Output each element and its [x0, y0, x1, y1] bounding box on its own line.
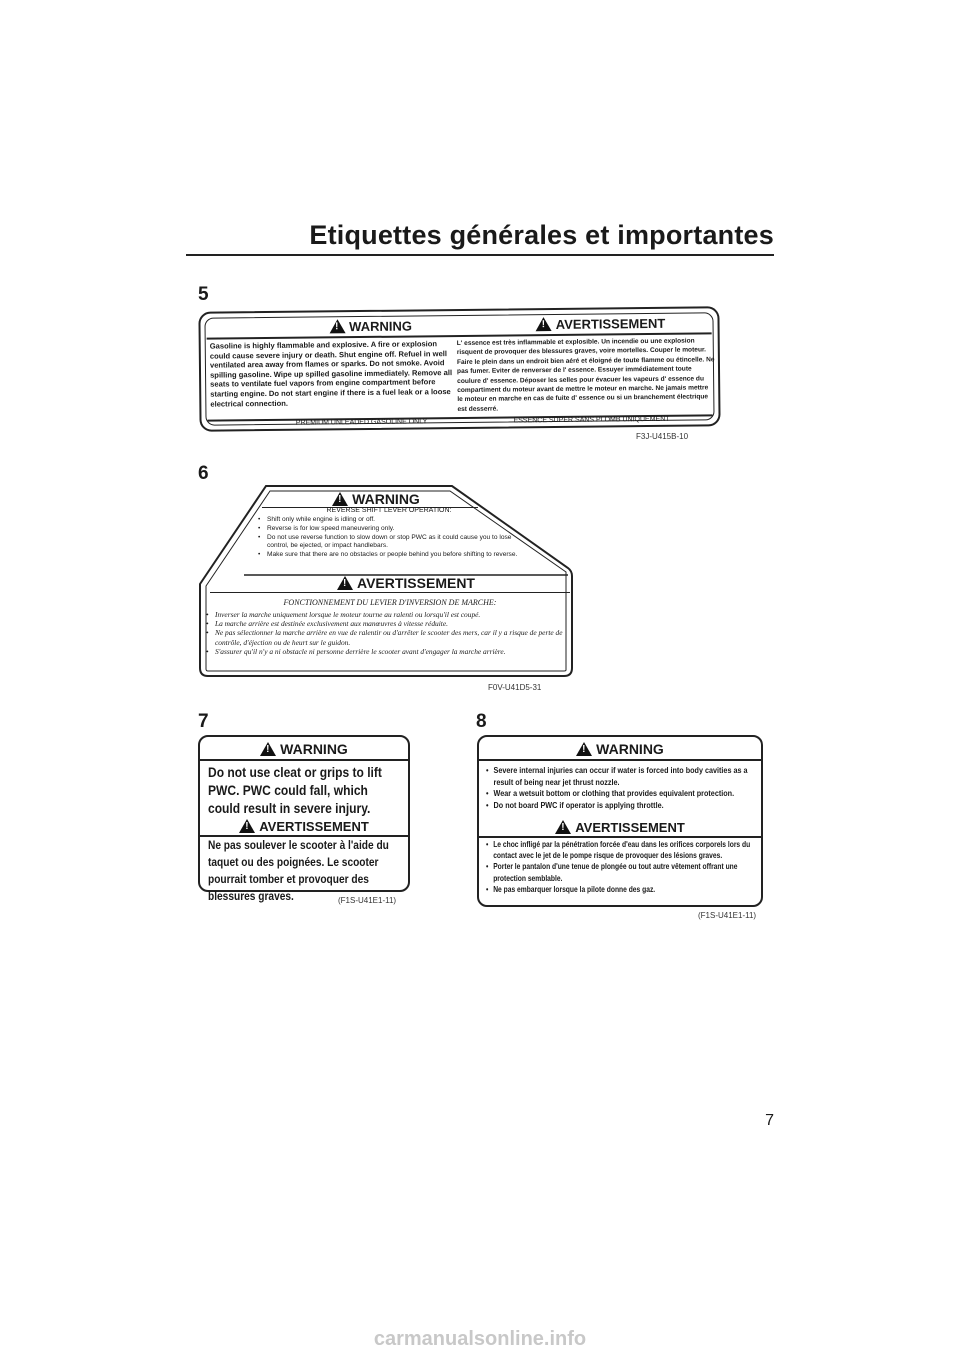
label-6-english-list	[258, 516, 524, 560]
warning-triangle-icon	[239, 819, 255, 833]
label-5-warning-title: WARNING	[349, 317, 413, 334]
list-item: • Porter le pantalon d'une tenue de plongée ou tout autre vêtement offrant une protection semblable.	[486, 861, 756, 883]
label-5-avertissement-header	[520, 315, 680, 333]
list-item: • Ne pas sélectionner la marche arrière en vue de ralentir ou d'arrêter le scooter des mers, car il y a risque de perte de contrôle, d'éjection ou de heurt sur le guidon.	[206, 628, 570, 646]
list-item: • Make sure that there are no obstacles or people behind you before shifting to reverse.	[258, 551, 524, 560]
label-8-french-list	[486, 839, 756, 895]
label-number-5: 5	[198, 284, 209, 305]
label-6-english-heading: REVERSE SHIFT LEVER OPERATION:	[326, 507, 452, 514]
label-6-avertissement-header	[316, 575, 496, 591]
list-item: • Ne pas embarquer lorsque la pilote donne des gaz.	[486, 884, 756, 895]
label-8-avertissement-header	[479, 819, 761, 835]
label-7-avertissement-header	[200, 818, 408, 834]
list-item: • Le choc infligé par la pénétration forcée d'eau dans les orifices corporels lors du contact avec le jet de le pompe risque de provoquer des lésions graves.	[486, 839, 756, 861]
label-6-avertissement-rule	[210, 592, 570, 593]
label-6-part-code: F0V-U41D5-31	[488, 683, 542, 692]
label-8-avertissement-rule	[479, 836, 761, 838]
label-6-warning-title: WARNING	[352, 491, 420, 507]
label-7-warning-header	[200, 740, 408, 758]
label-8-warning-title: WARNING	[596, 741, 664, 757]
list-item: • Shift only while engine is idling or off.	[258, 516, 524, 525]
list-item: • La marche arrière est destinée exclusivement aux manœuvres à vitesse réduite.	[206, 619, 570, 628]
label-5-english-footer: PREMIUM UNLEADED GASOLINE ONLY	[295, 418, 428, 427]
label-7-avertissement-title: AVERTISSEMENT	[259, 818, 369, 834]
title-rule	[186, 254, 774, 256]
page-title: Etiquettes générales et importantes	[309, 220, 774, 250]
label-8-warning-rule	[479, 759, 761, 761]
list-item: • Inverser la marche uniquement lorsque le moteur tourne au ralenti ou lorsqu'il est coupé.	[206, 610, 570, 619]
label-5-warning-header	[290, 317, 450, 335]
label-5-french-text: L' essence est très inflammable et explosible. Un incendie ou une explosion risquent de provoquer des blessures graves, voire mortelles. Couper le moteur. Faire le plein dans un endroit bien aéré et éloigné de toute flamme ou étincelle. Ne pas fumer. Eviter de renverser de l' essence. Essuyer immédiatement toute coulure d' essence. Déposer les selles pour évacuer les vapeurs d' essence du compartiment du moteur avant de mettre le moteur en marche. Ne jamais mettre le moteur en marche en cas de fuite d' essence ou si un branchement électrique est desserré.	[456, 337, 715, 413]
label-6-french-heading: FONCTIONNEMENT DU LEVIER D'INVERSION DE MARCHE:	[283, 598, 497, 607]
label-6-warning-header	[306, 491, 446, 507]
label-number-7: 7	[198, 711, 209, 732]
label-5-avertissement-title: AVERTISSEMENT	[555, 315, 666, 332]
label-6-avertissement-title: AVERTISSEMENT	[357, 575, 475, 591]
label-6-french-list	[206, 610, 570, 656]
label-8-avertissement-title: AVERTISSEMENT	[575, 819, 685, 835]
warning-triangle-icon	[332, 492, 348, 506]
label-5-english-text: Gasoline is highly flammable and explosive. A fire or explosion could cause severe injury or death. Shut engine off. Refuel in well ventilated area away from flames or sparks. Do not smoke. Avoid spilling gasoline. Wipe up spilled gasoline immediately. Remove all seats to ventilate fuel vapors from engine compartment before starting engine. Do not start engine if there is a fuel leak or a loose electrical connection.	[209, 339, 453, 409]
label-8-english-list	[486, 765, 756, 811]
label-5-french-footer: ESSENCE SUPER SANS PLOMB UNIQUEMENT	[513, 415, 670, 425]
label-8-card	[477, 735, 763, 907]
list-item: • Wear a wetsuit bottom or clothing that provides equivalent protection.	[486, 788, 756, 800]
list-item: • Severe internal injuries can occur if water is forced into body cavities as a result of being near jet thrust nozzle.	[486, 765, 756, 788]
list-item: • Do not use reverse function to slow down or stop PWC as it could cause you to lose control, be ejected, or impact handlebars.	[258, 534, 524, 552]
warning-triangle-icon	[329, 319, 345, 333]
label-7-warning-rule	[200, 759, 408, 761]
list-item: • Do not board PWC if operator is applying throttle.	[486, 800, 756, 812]
warning-triangle-icon	[337, 576, 353, 590]
watermark: carmanualsonline.info	[373, 1328, 587, 1350]
page-number: 7	[765, 1112, 774, 1129]
label-7-part-code: (F1S-U41E1-11)	[338, 896, 397, 905]
label-7-warning-title: WARNING	[280, 741, 348, 757]
label-5-part-code: F3J-U415B-10	[636, 432, 689, 441]
warning-triangle-icon	[260, 742, 276, 756]
list-item: • Reverse is for low speed maneuvering only.	[258, 525, 524, 534]
label-7-english-text: Do not use cleat or grips to lift PWC. PWC could fall, which could result in severe injury.	[208, 764, 382, 816]
warning-triangle-icon	[555, 820, 571, 834]
label-number-6: 6	[198, 463, 209, 484]
label-number-8: 8	[476, 711, 487, 732]
label-7-french-text: Ne pas soulever le scooter à l'aide du taquet ou des poignées. Le scooter pourrait tomber et provoquer des blessures graves.	[208, 838, 389, 903]
label-8-part-code: (F1S-U41E1-11)	[698, 911, 757, 920]
warning-triangle-icon	[576, 742, 592, 756]
warning-triangle-icon	[536, 317, 552, 331]
label-8-warning-header	[479, 740, 761, 758]
list-item: • S'assurer qu'il n'y a ni obstacle ni personne derrière le scooter avant d'engager la marche arrière.	[206, 647, 570, 656]
label-5-card	[198, 306, 720, 431]
